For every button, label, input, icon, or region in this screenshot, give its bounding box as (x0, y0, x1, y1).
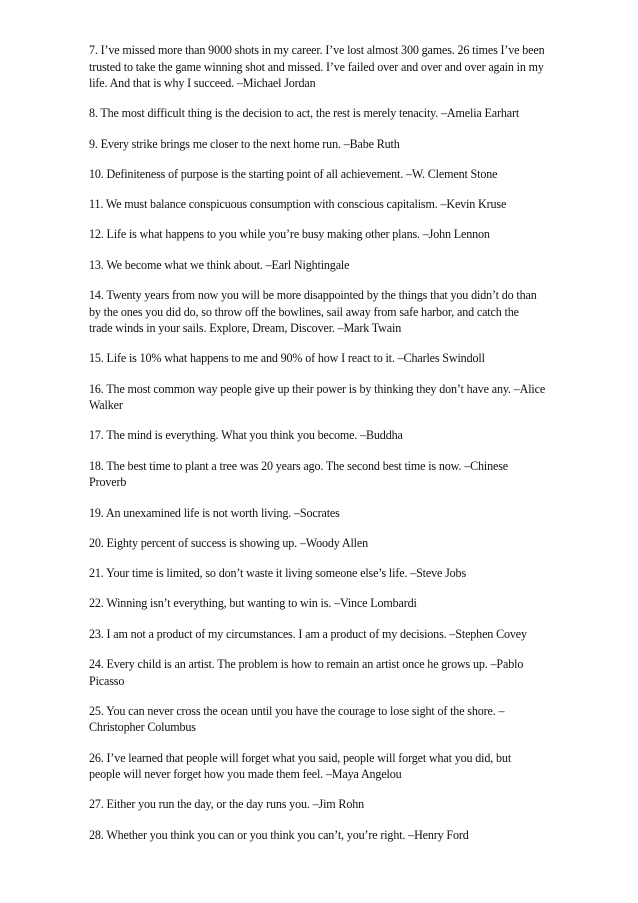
quote-line: 28. Whether you think you can or you think you can’t, you’re right. –Henry Ford (89, 827, 469, 842)
document-page (89, 42, 597, 857)
quote-line: Christopher Columbus (89, 720, 196, 735)
quote-line: 12. Life is what happens to you while you’re busy making other plans. –John Lennon (89, 227, 490, 242)
quote-line: 15. Life is 10% what happens to me and 90% of how I react to it. –Charles Swindoll (89, 351, 485, 366)
quote-line: 9. Every strike brings me closer to the next home run. –Babe Ruth (89, 136, 400, 151)
quote-line: trusted to take the game winning shot and missed. I’ve failed over and over and over again in my (89, 59, 544, 74)
quote-paragraph (89, 226, 597, 243)
quote-line: trade winds in your sails. Explore, Dream, Discover. –Mark Twain (89, 321, 402, 336)
quote-line: people will never forget how you made them feel. –Maya Angelou (89, 767, 402, 782)
quote-paragraph (89, 595, 597, 612)
quote-line: 14. Twenty years from now you will be more disappointed by the things that you didn’t do than (89, 288, 537, 303)
quote-line: 11. We must balance conspicuous consumption with conscious capitalism. –Kevin Kruse (89, 197, 507, 212)
quote-paragraph (89, 350, 597, 367)
quote-line: 24. Every child is an artist. The problem is how to remain an artist once he grows up. –Pablo (89, 657, 524, 672)
quote-line: 23. I am not a product of my circumstances. I am a product of my decisions. –Stephen Covey (89, 626, 527, 641)
quote-paragraph (89, 565, 597, 582)
quote-paragraph (89, 136, 597, 153)
quote-paragraph (89, 42, 597, 92)
quote-line: 10. Definiteness of purpose is the starting point of all achievement. –W. Clement Stone (89, 166, 498, 181)
quote-line: 22. Winning isn’t everything, but wanting to win is. –Vince Lombardi (89, 596, 417, 611)
quote-line: 18. The best time to plant a tree was 20 years ago. The second best time is now. –Chinese (89, 458, 509, 473)
quote-paragraph (89, 626, 597, 643)
quote-line: 25. You can never cross the ocean until you have the courage to lose sight of the shore. – (89, 703, 505, 718)
quote-line: Picasso (89, 673, 125, 688)
quote-paragraph (89, 656, 597, 689)
quote-line: 13. We become what we think about. –Earl Nightingale (89, 257, 350, 272)
quote-line: 27. Either you run the day, or the day runs you. –Jim Rohn (89, 797, 365, 812)
quote-paragraph (89, 796, 597, 813)
quote-paragraph (89, 427, 597, 444)
quote-paragraph (89, 166, 597, 183)
quote-line: life. And that is why I succeed. –Michael Jordan (89, 76, 316, 90)
quote-line: Proverb (89, 475, 127, 490)
quote-line: by the ones you did do, so throw off the bowlines, sail away from safe harbor, and catch the (89, 304, 519, 319)
quote-line: Walker (89, 398, 123, 413)
quote-paragraph (89, 105, 597, 122)
quote-line: 20. Eighty percent of success is showing up. –Woody Allen (89, 535, 369, 550)
quote-paragraph (89, 703, 597, 736)
quote-line: 19. An unexamined life is not worth living. –Socrates (89, 505, 340, 520)
quote-paragraph (89, 257, 597, 274)
quote-paragraph (89, 381, 597, 414)
quote-line: 17. The mind is everything. What you think you become. –Buddha (89, 428, 403, 443)
quote-paragraph (89, 287, 597, 337)
quote-paragraph (89, 827, 597, 844)
quote-line: 8. The most difficult thing is the decision to act, the rest is merely tenacity. –Amelia Earhart (89, 106, 520, 121)
quote-paragraph (89, 505, 597, 522)
quote-line: 16. The most common way people give up their power is by thinking they don’t have any. –Alice (89, 381, 546, 396)
quote-paragraph (89, 535, 597, 552)
quote-line: 26. I’ve learned that people will forget what you said, people will forget what you did, but (89, 750, 512, 765)
quote-paragraph (89, 196, 597, 213)
quote-paragraph (89, 458, 597, 491)
quote-line: 7. I’ve missed more than 9000 shots in my career. I’ve lost almost 300 games. 26 times I’ve been (89, 43, 545, 57)
quote-paragraph (89, 750, 597, 783)
quote-line: 21. Your time is limited, so don’t waste it living someone else’s life. –Steve Jobs (89, 566, 466, 581)
